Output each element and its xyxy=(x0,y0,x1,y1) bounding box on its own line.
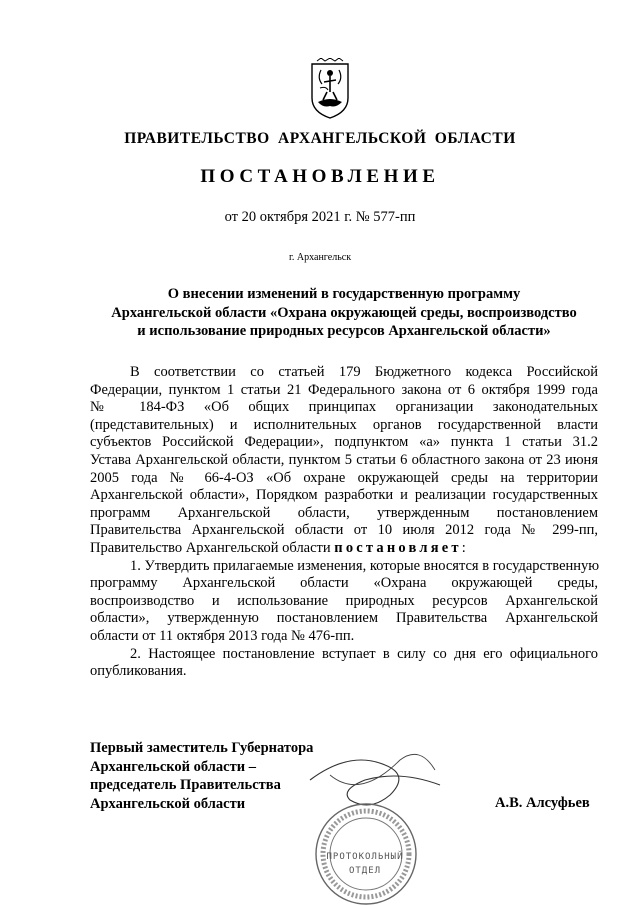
body-line: опубликования. xyxy=(90,663,187,680)
document-body xyxy=(90,364,598,681)
body-line: Архангельской области», Порядком разработки и реализации государственных xyxy=(90,487,598,504)
body-line: области от 11 октября 2013 года № 476-пп. xyxy=(90,627,355,644)
body-line: субъектов Российской Федерации», подпунктом «а» пункта 1 статьи 31.2 xyxy=(90,434,598,451)
coat-of-arms-icon xyxy=(309,58,351,120)
title-line: и использование природных ресурсов Архангельской области» xyxy=(137,323,551,339)
document-title xyxy=(90,285,598,341)
signer-position xyxy=(90,739,313,813)
signer-position-line: Архангельской области – xyxy=(90,758,256,775)
body-line: № 184-ФЗ «Об общих принципах организации законодательных xyxy=(90,399,598,416)
signer-position-line: председатель Правительства xyxy=(90,777,281,793)
body-line: В соответствии со статьей 179 Бюджетного кодекса Российской xyxy=(130,364,598,380)
signer-name: А.В. Алсуфьев xyxy=(495,795,590,811)
body-line: 1. Утвердить прилагаемые изменения, которые вносятся в государственную xyxy=(130,557,600,574)
body-line: программу Архангельской области «Охрана окружающей среды, xyxy=(90,575,598,592)
body-line: 2. Настоящее постановление вступает в силу со дня его официального xyxy=(130,645,598,662)
stamp-line: ОТДЕЛ xyxy=(348,866,382,876)
document-type: ПОСТАНОВЛЕНИЕ xyxy=(200,166,440,187)
signer-position-line: Архангельской области xyxy=(90,795,246,812)
resolution-prefix: Правительство Архангельской области xyxy=(90,539,331,556)
date-and-number: от 20 октября 2021 г. № 577-пп xyxy=(224,209,416,225)
title-line: Архангельской области «Охрана окружающей среды, воспроизводство xyxy=(111,304,577,321)
body-line: программ Архангельской области, утвержденным постановлением xyxy=(90,504,598,521)
signer-position-line: Первый заместитель Губернатора xyxy=(90,740,314,756)
body-line: области», утвержденную постановлением Правительства Архангельской xyxy=(90,610,598,627)
resolves-word: постановляет xyxy=(334,539,462,556)
body-line: (представительных) и исполнительных органов государственной власти xyxy=(90,416,598,433)
government-name: ПРАВИТЕЛЬСТВО АРХАНГЕЛЬСКОЙ ОБЛАСТИ xyxy=(124,130,516,147)
body-line: Федерации, пунктом 1 статьи 21 Федерального закона от 6 октября 1999 года xyxy=(90,381,598,398)
title-line: О внесении изменений в государственную программу xyxy=(167,286,521,302)
body-line: Устава Архангельской области, пунктом 5 статьи 6 областного закона от 23 июня xyxy=(90,451,598,468)
city: г. Архангельск xyxy=(288,252,352,263)
body-line-resolution xyxy=(90,540,598,558)
body-line: 2005 года № 66-4-ОЗ «Об охране окружающей среды на территории xyxy=(90,469,598,486)
stamp-line: ПРОТОКОЛЬНЫЙ xyxy=(326,852,404,862)
resolution-suffix: : xyxy=(461,539,466,556)
body-line: воспроизводство и использование природных ресурсов Архангельской xyxy=(90,592,598,609)
official-stamp xyxy=(300,800,430,905)
body-line: Правительства Архангельской области от 10 июля 2012 года № 299-пп, xyxy=(90,522,598,539)
